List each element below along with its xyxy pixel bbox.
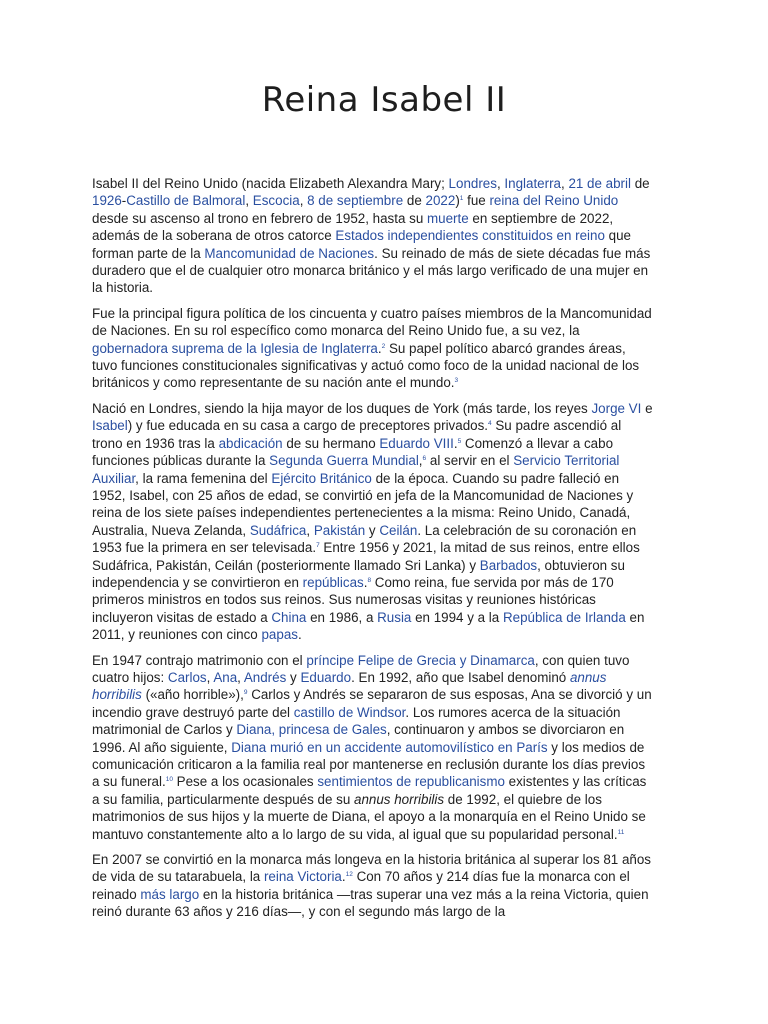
link-escocia[interactable]: Escocia (252, 193, 300, 209)
text: . (363, 574, 368, 590)
link-mas-largo[interactable]: más largo (140, 886, 200, 902)
text: En 2007 se convirtió en la monarca más longeva en la historia británica al superar los 81 años de vida de su tatarabuela, la (92, 852, 652, 885)
text: - (121, 193, 127, 209)
link-rusia[interactable]: Rusia (377, 609, 412, 625)
text: en la historia británica —tras superar una vez más a la reina Victoria, quien reinó durante 63 años y 216 días—, y con el segundo más largo de la (92, 886, 649, 920)
reference-2[interactable]: 2 (381, 342, 386, 350)
text: Carlos y Andrés se separaron de sus esposas, Ana se divorció y un incendio grave destruyó parte del (92, 687, 652, 720)
text: de (403, 193, 426, 209)
link-sudafrica[interactable]: Sudáfrica (249, 522, 307, 538)
link-pakistan[interactable]: Pakistán (313, 522, 366, 538)
text: , la rama femenina del (135, 470, 272, 486)
link-londres[interactable]: Londres (448, 176, 497, 191)
text: . (453, 435, 458, 451)
text: . En 1992, año que Isabel denominó (351, 669, 570, 685)
link-eduardo-viii[interactable]: Eduardo VIII (379, 435, 454, 451)
reference-7[interactable]: 7 (316, 542, 320, 550)
link-eduardo[interactable]: Eduardo (300, 669, 352, 685)
link-1926[interactable]: 1926 (92, 193, 122, 209)
reference-12[interactable]: 12 (345, 871, 353, 879)
link-castillo-de-windsor[interactable]: castillo de Windsor (293, 704, 406, 720)
link-diana-murio[interactable]: Diana murió en un accidente automovilístico en París (231, 739, 548, 755)
text: y (286, 669, 301, 685)
text: ) (455, 193, 460, 209)
text: Como reina, fue servida por más de 170 primeros ministros en todos sus reinos. Sus numerosas visitas y reuniones históricas incluyeron visitas de estado a (92, 574, 614, 625)
link-republicas[interactable]: repúblicas (302, 574, 364, 590)
link-china[interactable]: China (271, 609, 307, 625)
reference-10[interactable]: 10 (165, 776, 173, 784)
text: . (341, 869, 346, 885)
text: en 2011, y reuniones con cinco (92, 609, 645, 643)
link-reina-victoria[interactable]: reina Victoria (263, 869, 342, 885)
text: , con quien tuvo cuatro hijos: (92, 652, 630, 685)
text: existentes y las críticas a su familia, particularmente después de su (92, 774, 647, 807)
reference-11[interactable]: 11 (617, 828, 625, 836)
link-carlos[interactable]: Carlos (167, 669, 207, 685)
text: de (630, 176, 650, 191)
link-isabel[interactable]: Isabel (92, 418, 128, 434)
link-inglaterra[interactable]: Inglaterra (504, 176, 561, 191)
text: , (418, 453, 423, 469)
text: , (560, 176, 569, 191)
text: , (245, 193, 253, 209)
text: y (365, 522, 380, 538)
paragraph-2 (92, 305, 654, 392)
link-jorge-vi[interactable]: Jorge VI (591, 400, 642, 416)
link-mancomunidad-de-naciones[interactable]: Mancomunidad de Naciones (204, 245, 375, 261)
italic-text: annus horribilis (354, 791, 445, 807)
text: . Su reinado de más de siete décadas fue más duradero que el de cualquier otro monarca británico y el más largo verificado de una mujer en la historia. (92, 245, 651, 296)
link-servicio-territorial-auxiliar[interactable]: Servicio Territorial Auxiliar (92, 453, 620, 486)
text: de 1992, el quiebre de los matrimonios de sus hijos y la muerte de Diana, el apoyo a la monarquía en el Reino Unido se mantuvo constantemente alto a lo largo de su vida, al igual que su popularidad personal. (92, 791, 646, 842)
text: , obtuvieron su independencia y se convirtieron en (92, 557, 625, 590)
link-2022[interactable]: 2022 (425, 193, 456, 209)
text: . (297, 627, 302, 643)
link-ana[interactable]: Ana (213, 669, 238, 685)
text: , (496, 176, 505, 191)
link-reina-del-reino-unido[interactable]: reina del Reino Unido (489, 193, 619, 209)
reference-1[interactable]: 1 (459, 195, 464, 203)
text: , (237, 669, 244, 685)
link-muerte[interactable]: muerte (427, 210, 469, 226)
document-title: Reina Isabel II (261, 80, 507, 120)
paragraph-3 (92, 400, 654, 644)
text: e (641, 400, 653, 416)
text: desde su ascenso al trono en febrero de 1952, hasta su (92, 210, 427, 226)
link-papas[interactable]: papas (261, 627, 298, 643)
reference-8[interactable]: 8 (367, 576, 372, 584)
text: en septiembre de 2022, además de la soberana de otros catorce (92, 210, 614, 244)
text: Pese a los ocasionales (172, 774, 318, 790)
link-andres[interactable]: Andrés (243, 669, 287, 685)
document-body (92, 175, 654, 929)
paragraph-5 (92, 851, 654, 921)
text: , (206, 669, 214, 685)
text: Su padre ascendió al trono en 1936 tras la (92, 418, 622, 451)
paragraph-4 (92, 652, 654, 843)
reference-4[interactable]: 4 (488, 420, 492, 428)
text: («año horrible»), (141, 687, 244, 703)
text: en 1986, a (306, 609, 378, 625)
text: . Los rumores acerca de la situación matrimonial de Carlos y (92, 704, 621, 738)
link-barbados[interactable]: Barbados (479, 557, 538, 573)
reference-9[interactable]: 9 (243, 689, 248, 697)
text: de la época. Cuando su padre falleció en 1952, Isabel, con 25 años de edad, se convirtió en jefa de la Mancomunidad de Naciones y reina de los siete países independientes pertenecientes a la misma: Reino Unido, Canadá, Australia, Nueva Zelanda, (92, 470, 634, 538)
text: En 1947 contrajo matrimonio con el (92, 652, 307, 668)
text: que forman parte de la (92, 228, 631, 261)
link-text: annus horribilis (92, 669, 607, 703)
text: en 1994 y a la (411, 609, 503, 625)
text: Nació en Londres, siendo la hija mayor de los duques de York (más tarde, los reyes (92, 400, 592, 416)
link-ejercito-britanico[interactable]: Ejército Británico (271, 470, 372, 486)
link-principe-felipe[interactable]: príncipe Felipe de Grecia y Dinamarca (306, 652, 535, 668)
text: Isabel II del Reino Unido (nacida Elizabeth Alexandra Mary; (92, 176, 449, 191)
link-castillo-de-balmoral[interactable]: Castillo de Balmoral (126, 193, 246, 209)
link-sentimientos-de-republicanismo[interactable]: sentimientos de republicanismo (317, 774, 505, 790)
text: y los medios de comunicación criticaron a la familia real por mantenerse en reclusión durante los días previos a su funeral. (92, 739, 646, 790)
link-diana-princesa-de-gales[interactable]: Diana, princesa de Gales (236, 722, 387, 738)
text: , (299, 193, 308, 209)
link-8-de-septiembre[interactable]: 8 de septiembre (307, 193, 404, 209)
text: Con 70 años y 214 días fue la monarca con el reinado (92, 869, 630, 902)
text: . La celebración de su coronación en 1953 fue la primera en ser televisada. (92, 522, 637, 556)
reference-6[interactable]: 6 (422, 455, 427, 463)
text: fue (463, 193, 490, 209)
link-segunda-guerra-mundial[interactable]: Segunda Guerra Mundial (269, 453, 419, 469)
link-21-de-abril[interactable]: 21 de abril (568, 176, 631, 191)
link-abdicacion[interactable]: abdicación (218, 435, 283, 451)
reference-3[interactable]: 3 (454, 377, 459, 385)
text: , continuaron y ambos se divorciaron en 1996. Al año siguiente, (92, 722, 625, 755)
text: ) y fue educada en su casa a cargo de preceptores privados. (127, 418, 489, 434)
link-estados-independientes[interactable]: Estados independientes constituidos en reino (335, 228, 605, 244)
reference-5[interactable]: 5 (457, 437, 462, 445)
paragraph-1 (92, 175, 654, 297)
text: Comenzó a llevar a cabo funciones públicas durante la (92, 435, 614, 469)
text: Su papel político abarcó grandes áreas, tuvo funciones constitucionales significativas y actuó como foco de la unidad nacional de los británicos y como representante de su nación ante el mundo. (92, 340, 640, 391)
link-gobernadora-suprema[interactable]: gobernadora suprema de la Iglesia de Inglaterra (92, 340, 378, 356)
link-republica-de-irlanda[interactable]: República de Irlanda (502, 609, 626, 625)
text: Fue la principal figura política de los cincuenta y cuatro países miembros de la Mancomunidad de Naciones. En su rol específico como monarca del Reino Unido fue, a su vez, la (92, 305, 652, 339)
text: Entre 1956 y 2021, la mitad de sus reinos, entre ellos Sudáfrica, Pakistán, Ceilán (posteriormente llamado Sri Lanka) y (92, 540, 640, 573)
text: . (377, 340, 382, 356)
link-ceilan[interactable]: Ceilán (379, 522, 418, 538)
text: , (306, 522, 314, 538)
text: al servir en el (426, 453, 514, 469)
text: de su hermano (282, 435, 380, 451)
